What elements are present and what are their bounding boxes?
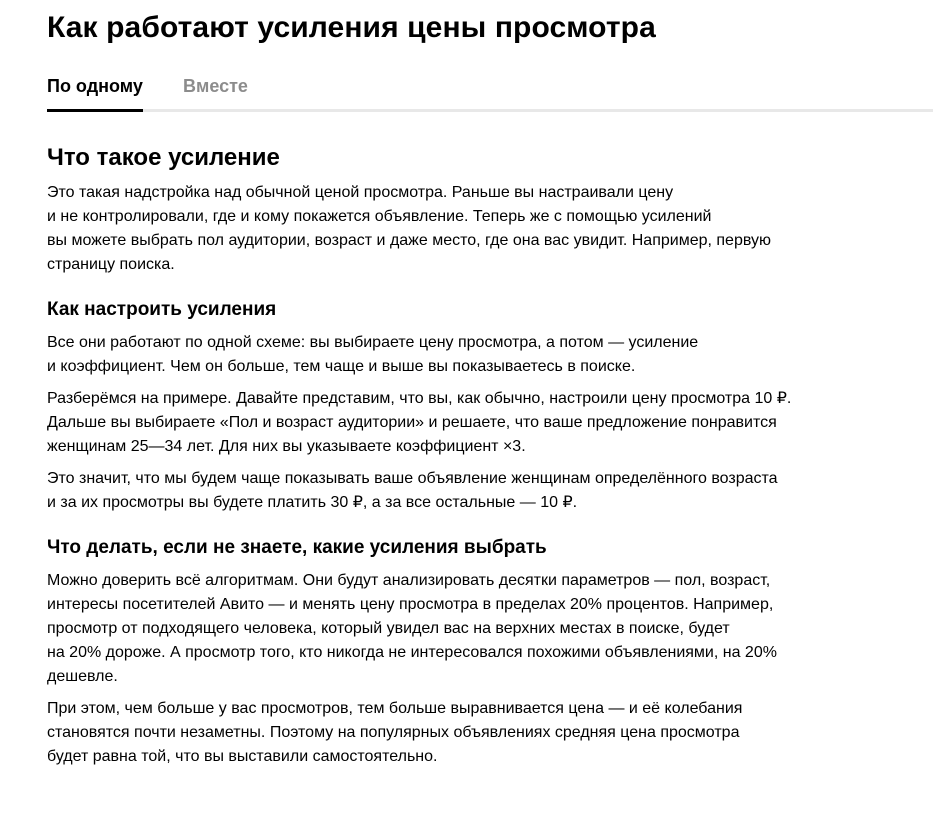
paragraph-line: страницу поиска. — [47, 256, 175, 273]
paragraph-line: и не контролировали, где и кому покажется объявление. Теперь же с помощью усилений — [47, 208, 712, 225]
paragraph-line: просмотр от подходящего человека, который увидел вас на верхних местах в поиске, будет — [47, 620, 730, 637]
tab-label: Вместе — [183, 76, 248, 96]
page-title: Как работают усиления цены просмотра — [47, 11, 656, 44]
paragraph — [47, 181, 933, 277]
tab-one-by-one[interactable] — [47, 74, 143, 112]
section-heading-how-to-set-up: Как настроить усиления — [47, 299, 277, 320]
tab-label: По одному — [47, 76, 143, 96]
paragraph-line: Дальше вы выбираете «Пол и возраст аудитории» и решаете, что ваше предложение понравится — [47, 414, 777, 431]
paragraph-line: Разберёмся на примере. Давайте представим, что вы, как обычно, настроили цену просмотра 10 ₽. — [47, 390, 792, 407]
paragraph-line: При этом, чем больше у вас просмотров, тем больше выравнивается цена — и её колебания — [47, 700, 743, 717]
paragraph — [47, 467, 933, 515]
paragraph-line: и за их просмотры вы будете платить 30 ₽, а за все остальные — 10 ₽. — [47, 494, 578, 511]
section-heading-what-is-boost: Что такое усиление — [47, 144, 280, 171]
paragraph-line: становятся почти незаметны. Поэтому на популярных объявлениях средняя цена просмотра — [47, 724, 740, 741]
paragraph-line: дешевле. — [47, 668, 118, 685]
tab-bar — [47, 74, 933, 112]
paragraph-line: вы можете выбрать пол аудитории, возраст и даже место, где она вас увидит. Например, первую — [47, 232, 771, 249]
paragraph-line: интересы посетителей Авито — и менять цену просмотра в пределах 20% процентов. Например, — [47, 596, 774, 613]
paragraph-line: будет равна той, что вы выставили самостоятельно. — [47, 748, 438, 765]
paragraph-line: Это значит, что мы будем чаще показывать ваше объявление женщинам определённого возраста — [47, 470, 778, 487]
paragraph-line: и коэффициент. Чем он больше, тем чаще и выше вы показываетесь в поиске. — [47, 358, 636, 375]
paragraph — [47, 697, 933, 769]
tab-together[interactable] — [183, 74, 248, 112]
paragraph — [47, 569, 933, 689]
paragraph-line: Все они работают по одной схеме: вы выбираете цену просмотра, а потом — усиление — [47, 334, 699, 351]
section-heading-if-unsure: Что делать, если не знаете, какие усиления выбрать — [47, 537, 547, 558]
paragraph-line: Можно доверить всё алгоритмам. Они будут анализировать десятки параметров — пол, возраст, — [47, 572, 771, 589]
paragraph-line: женщинам 25—34 лет. Для них вы указываете коэффициент ×3. — [47, 438, 526, 455]
paragraph — [47, 331, 933, 379]
paragraph-line: на 20% дороже. А просмотр того, кто никогда не интересовался похожими объявлениями, на 20% — [47, 644, 777, 661]
tab-divider — [47, 109, 933, 112]
paragraph-line: Это такая надстройка над обычной ценой просмотра. Раньше вы настраивали цену — [47, 184, 674, 201]
active-tab-indicator — [47, 109, 143, 112]
paragraph — [47, 387, 933, 459]
